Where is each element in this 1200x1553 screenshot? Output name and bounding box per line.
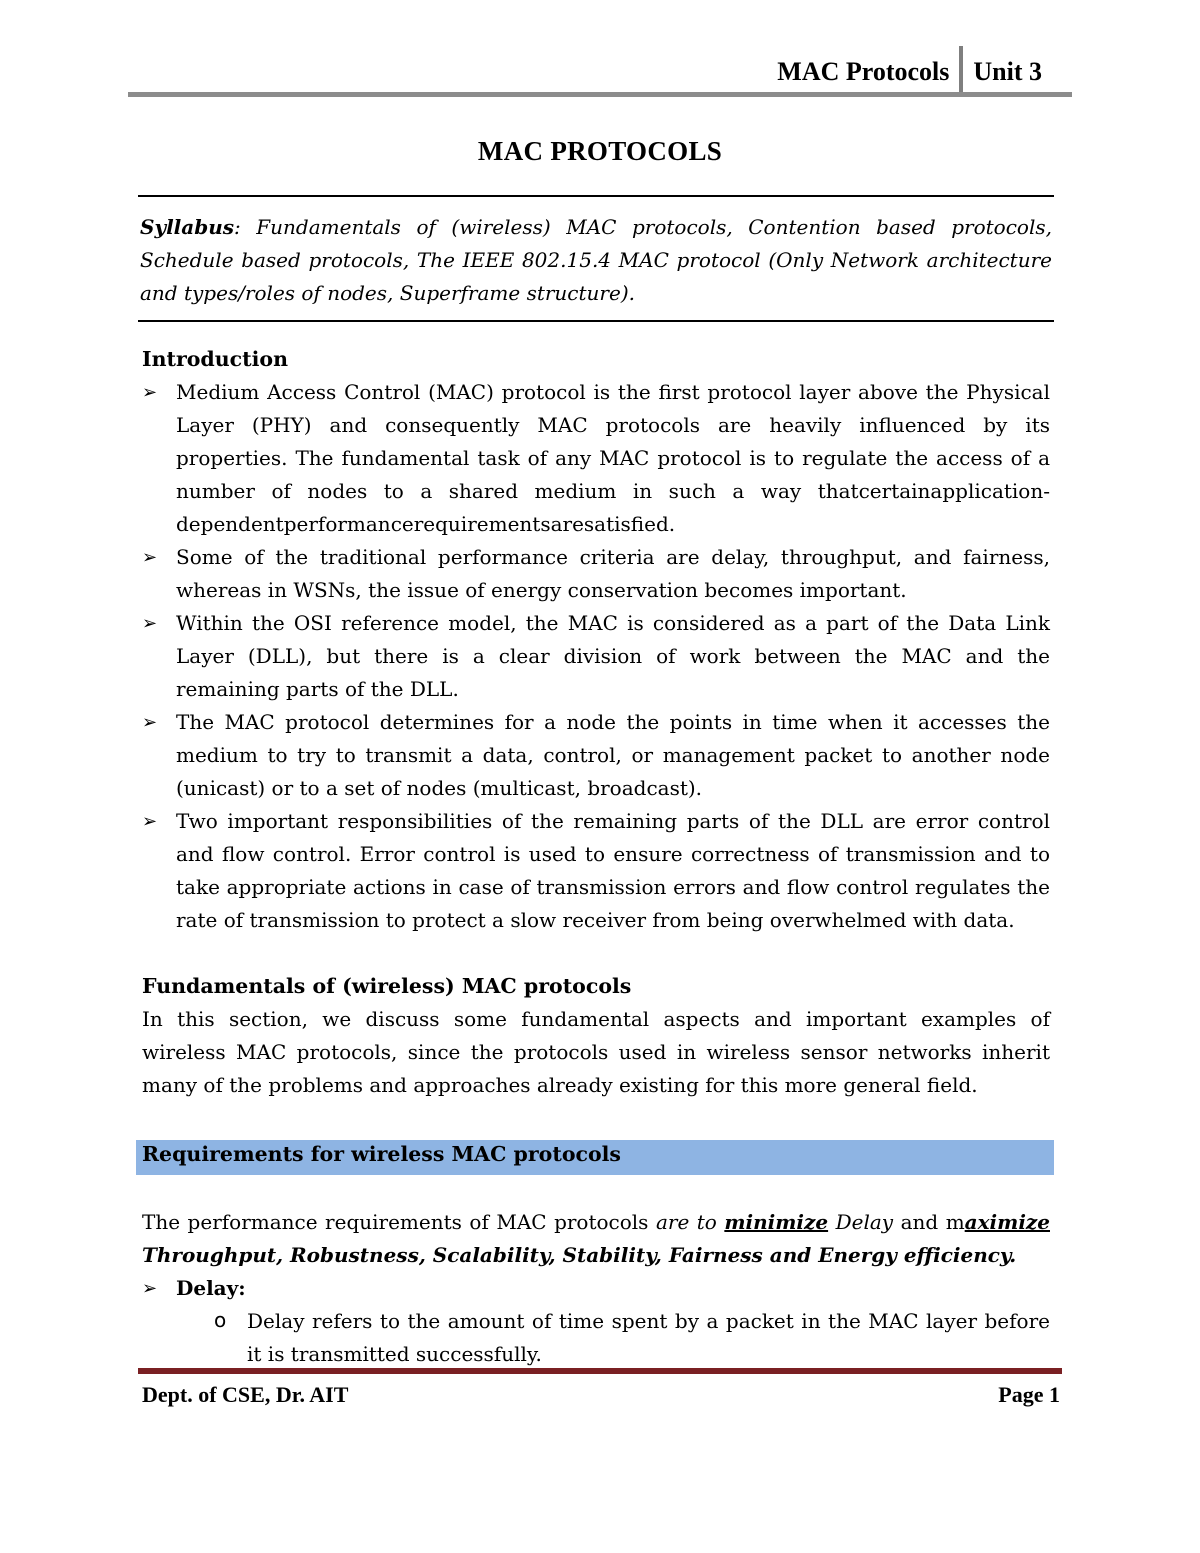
list-item: ➢ Two important responsibilities of the remaining parts of the DLL are error control and flow control. Error control is used to ensure correctness of transmission and to take appropriate actions in case of transmission errors and flow control regulates the rate of transmission to protect a slow receiver from being overwhelmed with data. xyxy=(142,805,1050,937)
footer-page-number: Page 1 xyxy=(998,1382,1060,1407)
syllabus-text xyxy=(140,211,1052,310)
header-unit: Unit 3 xyxy=(973,57,1042,86)
spacer xyxy=(142,937,1050,970)
arrowhead-icon: ➢ xyxy=(142,382,158,403)
fundamentals-heading: Fundamentals of (wireless) MAC protocols xyxy=(142,974,632,998)
introduction-heading: Introduction xyxy=(142,347,288,371)
syllabus-label: Syllabus xyxy=(140,215,235,239)
circle-o-icon: o xyxy=(214,1308,227,1332)
list-item: ➢ Within the OSI reference model, the MAC is considered as a part of the Data Link Layer (DLL), but there is a clear division of work between the MAC and the remaining parts of the DLL. xyxy=(142,607,1050,706)
fundamentals-text: In this section, we discuss some fundamental aspects and important examples of wireless MAC protocols, since the protocols used in wireless sensor networks inherit many of the problems and approaches already existing for this more general field. xyxy=(142,1007,1050,1097)
arrowhead-icon: ➢ xyxy=(142,712,158,733)
requirements-band xyxy=(136,1140,1054,1175)
introduction-section xyxy=(142,343,1050,1102)
list-item: ➢ Delay: xyxy=(142,1272,1050,1305)
introduction-list xyxy=(142,376,1050,937)
header-rule xyxy=(128,92,1072,97)
page-header xyxy=(128,40,1072,98)
list-item: ➢ Some of the traditional performance criteria are delay, throughput, and fairness, whereas in WSNs, the issue of energy conservation becomes important. xyxy=(142,541,1050,607)
arrowhead-icon: ➢ xyxy=(142,811,158,832)
arrowhead-icon: ➢ xyxy=(142,613,158,634)
header-title: MAC Protocols xyxy=(777,57,950,86)
arrowhead-icon: ➢ xyxy=(142,1278,158,1299)
list-item: ➢ The MAC protocol determines for a node the points in time when it accesses the medium to try to transmit a data, control, or management packet to another node (unicast) or to a set of nodes (multicast, broadcast). xyxy=(142,706,1050,805)
list-item: ➢ Medium Access Control (MAC) protocol is the first protocol layer above the Physical Layer (PHY) and consequently MAC protocols are heavily influenced by its properties. The fundamental task of any MAC protocol is to regulate the access of a number of nodes to a shared medium in such a way thatcertainapplication-dependentperformancerequirementsaresatisfied. xyxy=(142,376,1050,541)
requirements-list xyxy=(142,1272,1050,1305)
requirements-intro: The performance requirements of MAC protocols are to minimize Delay and maximize Throughput, Robustness, Scalability, Stability, Fairness and Energy efficiency. xyxy=(142,1210,1050,1267)
arrowhead-icon: ➢ xyxy=(142,547,158,568)
delay-sub-item: o Delay refers to the amount of time spent by a packet in the MAC layer before it is transmitted successfully. xyxy=(142,1305,1050,1371)
syllabus-box xyxy=(138,195,1054,322)
requirements-heading: Requirements for wireless MAC protocols xyxy=(142,1142,621,1166)
footer-department: Dept. of CSE, Dr. AIT xyxy=(142,1382,349,1407)
document-title: MAC PROTOCOLS xyxy=(477,136,723,166)
footer-rule xyxy=(138,1368,1062,1374)
requirements-section xyxy=(142,1206,1050,1371)
syllabus-body: : Fundamentals of (wireless) MAC protocols, Contention based protocols, Schedule based protocols, The IEEE 802.15.4 MAC protocol (Only Network architecture and types/roles of nodes, Superframe structure). xyxy=(140,215,1052,305)
